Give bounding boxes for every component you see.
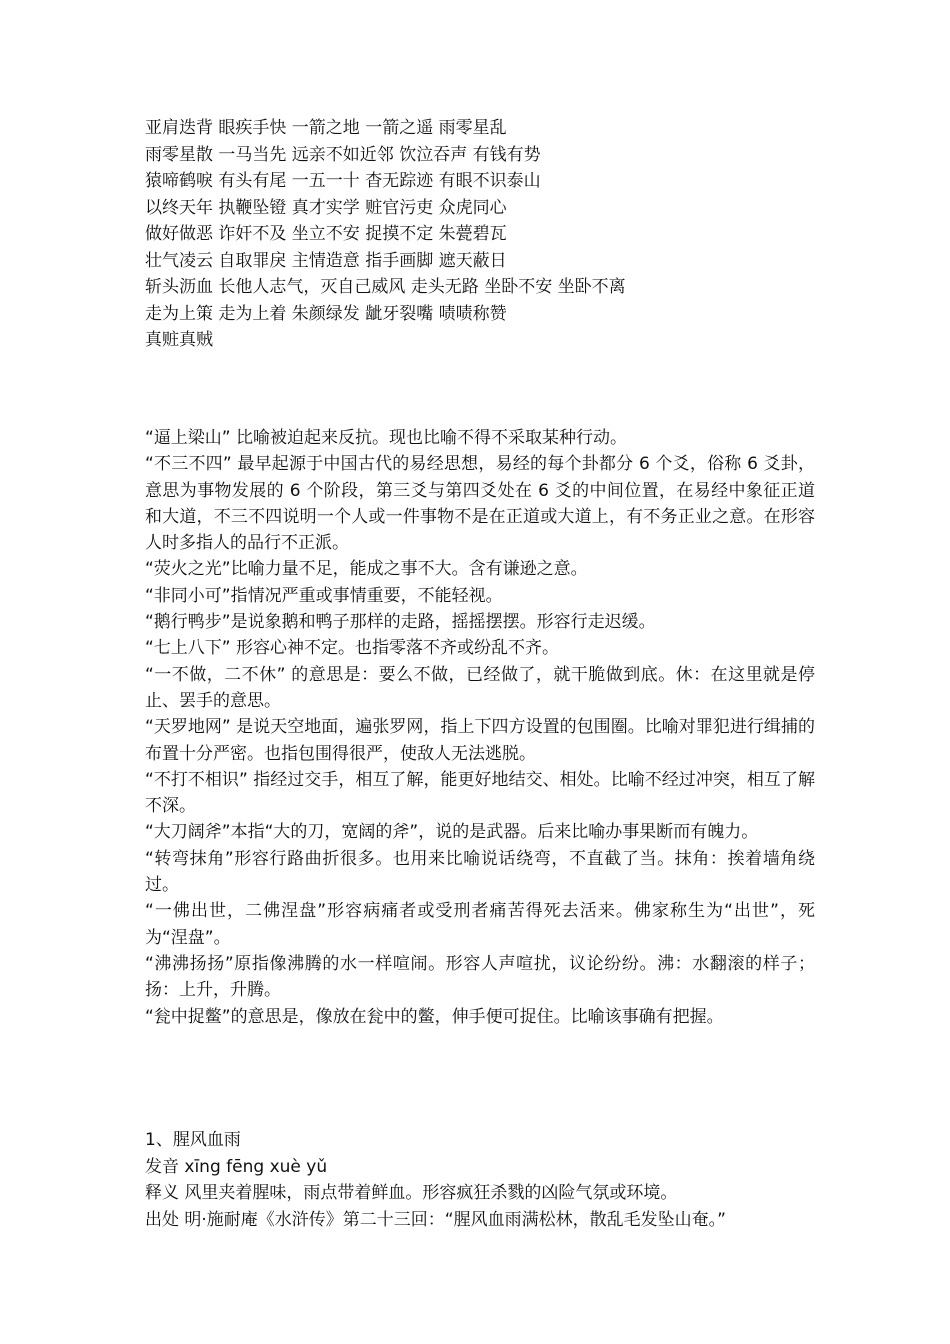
idiom-line: 亚肩迭背 眼疾手快 一箭之地 一箭之遥 雨零星乱	[145, 118, 507, 138]
entry-meaning: 释义 风里夹着腥味，雨点带着鲜血。形容疯狂杀戮的凶险气氛或环境。	[145, 1183, 678, 1203]
explanation-paragraph: “逼上梁山” 比喻被迫起来反抗。现也比喻不得不采取某种行动。	[145, 428, 628, 448]
idiom-line: 走为上策 走为上着 朱颜绿发 龇牙裂嘴 啧啧称赞	[145, 303, 507, 324]
idiom-line: 斩头沥血 长他人志气，灭自己威风 走头无路 坐卧不安 坐卧不离	[145, 277, 626, 297]
explanation-paragraph: “大刀阔斧”本指“大的刀，宽阔的斧”，说的是武器。后来比喻办事果断而有魄力。	[145, 822, 759, 843]
idiom-line: 真赃真贼	[145, 330, 213, 350]
entry-source: 出处 明·施耐庵《水浒传》第二十三回：“腥风血雨满松林，散乱毛发坠山奄。”	[145, 1209, 726, 1230]
explanation-paragraph: “不打不相识” 指经过交手，相互了解，能更好地结交、相处。比喻不经过冲突，相互了解不深。	[145, 769, 815, 817]
idiom-explanations	[145, 425, 815, 1030]
idiom-line: 壮气凌云 自取罪戾 主情造意 指手画脚 遮天蔽日	[145, 250, 507, 271]
idiom-line: 以终天年 执鞭坠镫 真才实学 赃官污吏 众虎同心	[145, 197, 507, 218]
idiom-line: 猿啼鹤唳 有头有尾 一五一十 杳无踪迹 有眼不识泰山	[145, 171, 541, 191]
explanation-paragraph: “瓮中捉鳖”的意思是，像放在瓮中的鳖，伸手便可捉住。比喻该事确有把握。	[145, 1006, 724, 1027]
entry-pronunciation: 发音 xīng fēng xuè yǔ	[145, 1156, 328, 1177]
explanation-paragraph: “非同小可”指情况严重或事情重要，不能轻视。	[145, 585, 503, 606]
entry-heading: 1、腥风血雨	[145, 1130, 241, 1150]
explanation-paragraph: “荧火之光”比喻力量不足，能成之事不大。含有谦逊之意。	[145, 559, 588, 580]
explanation-paragraph: “鹅行鸭步”是说象鹅和鸭子那样的走路，摇摇摆摆。形容行走迟缓。	[145, 612, 656, 633]
idiom-entry	[145, 1127, 815, 1233]
explanation-paragraph: “一佛出世，二佛涅盘”形容病痛者或受刑者痛苦得死去活来。佛家称生为“出世”，死为“涅盘”。	[145, 901, 815, 948]
idiom-line: 做好做恶 诈奸不及 坐立不安 捉摸不定 朱甍碧瓦	[145, 224, 507, 244]
explanation-paragraph: “转弯抹角”形容行路曲折很多。也用来比喻说话绕弯，不直截了当。抹角：挨着墙角绕过。	[145, 848, 815, 896]
explanation-paragraph: “一不做，二不休” 的意思是：要么不做，已经做了，就干脆做到底。休：在这里就是停止、罢手的意思。	[145, 664, 815, 711]
idiom-list	[145, 115, 815, 354]
explanation-paragraph: “天罗地网” 是说天空地面，遍张罗网，指上下四方设置的包围圈。比喻对罪犯进行缉捕的布置十分严密。也指包围得很严，使敌人无法逃脱。	[145, 717, 815, 764]
explanation-paragraph: “沸沸扬扬”原指像沸腾的水一样喧闹。形容人声喧扰，议论纷纷。沸：水翻滚的样子；扬：上升，升腾。	[145, 953, 815, 1001]
explanation-paragraph: “不三不四” 最早起源于中国古代的易经思想，易经的每个卦都分 6 个爻，俗称 6 爻卦，意思为事物发展的 6 个阶段，第三爻与第四爻处在 6 爻的中间位置，在易经中象征正道和大道，不三不四说明一个人或一件事物不是在正道或大道上，有不务正业之意。在形容人时多指人的品行不正派。	[145, 454, 815, 554]
idiom-line: 雨零星散 一马当先 远亲不如近邻 饮泣吞声 有钱有势	[145, 144, 541, 165]
explanation-paragraph: “七上八下” 形容心神不定。也指零落不齐或纷乱不齐。	[145, 638, 560, 659]
